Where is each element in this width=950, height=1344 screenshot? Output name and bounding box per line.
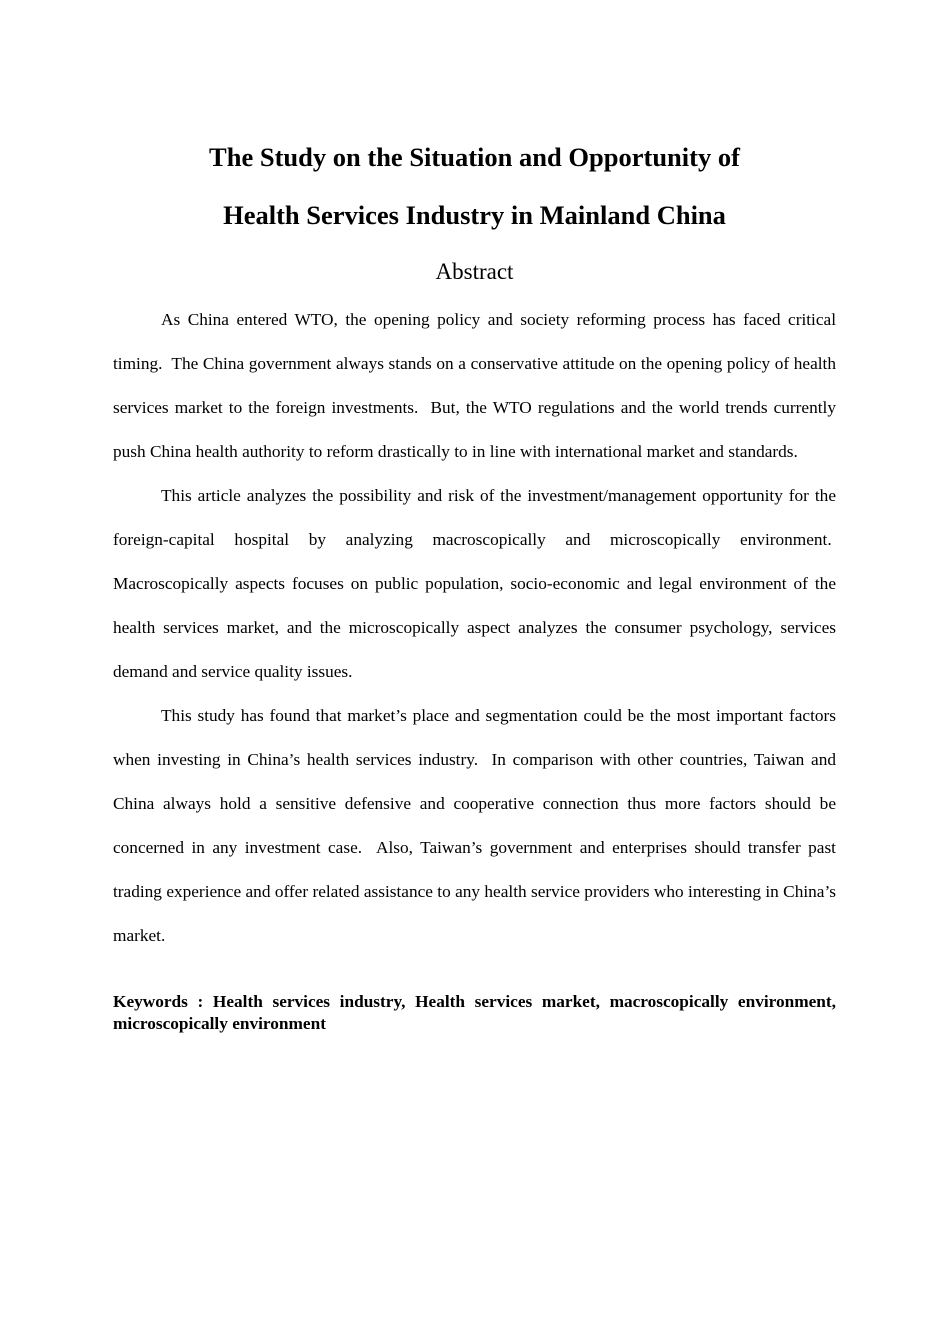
paper-title-line-1: The Study on the Situation and Opportunity of [209, 142, 740, 172]
abstract-paragraph-1: As China entered WTO, the opening policy and society reforming process has faced critical timing. The China government always stands on a conservative attitude on the opening policy of health services market to the foreign investments. But, the WTO regulations and the world trends currently push China health authority to reform drastically to in line with international market and standards. [113, 310, 836, 461]
paper-title-line-2: Health Services Industry in Mainland China [223, 200, 726, 230]
abstract-heading: Abstract [435, 259, 514, 284]
keywords: Keywords : Health services industry, Health services market, macroscopically environment, microscopically environment [113, 992, 836, 1033]
paper-page [113, 128, 836, 1035]
abstract-paragraph-2: This article analyzes the possibility and risk of the investment/management opportunity for the foreign-capital hospital by analyzing macroscopically and microscopically environment. Macroscopically aspects focuses on public population, socio-economic and legal environment of the health services market, and the microscopically aspect analyzes the consumer psychology, services demand and service quality issues. [113, 486, 836, 681]
paper-title [113, 128, 836, 244]
abstract-paragraph-3: This study has found that market’s place and segmentation could be the most important factors when investing in China’s health services industry. In comparison with other countries, Taiwan and China always hold a sensitive defensive and cooperative connection thus more factors should be concerned in any investment case. Also, Taiwan’s government and enterprises should transfer past trading experience and offer related assistance to any health service providers who interesting in China’s market. [113, 706, 836, 945]
